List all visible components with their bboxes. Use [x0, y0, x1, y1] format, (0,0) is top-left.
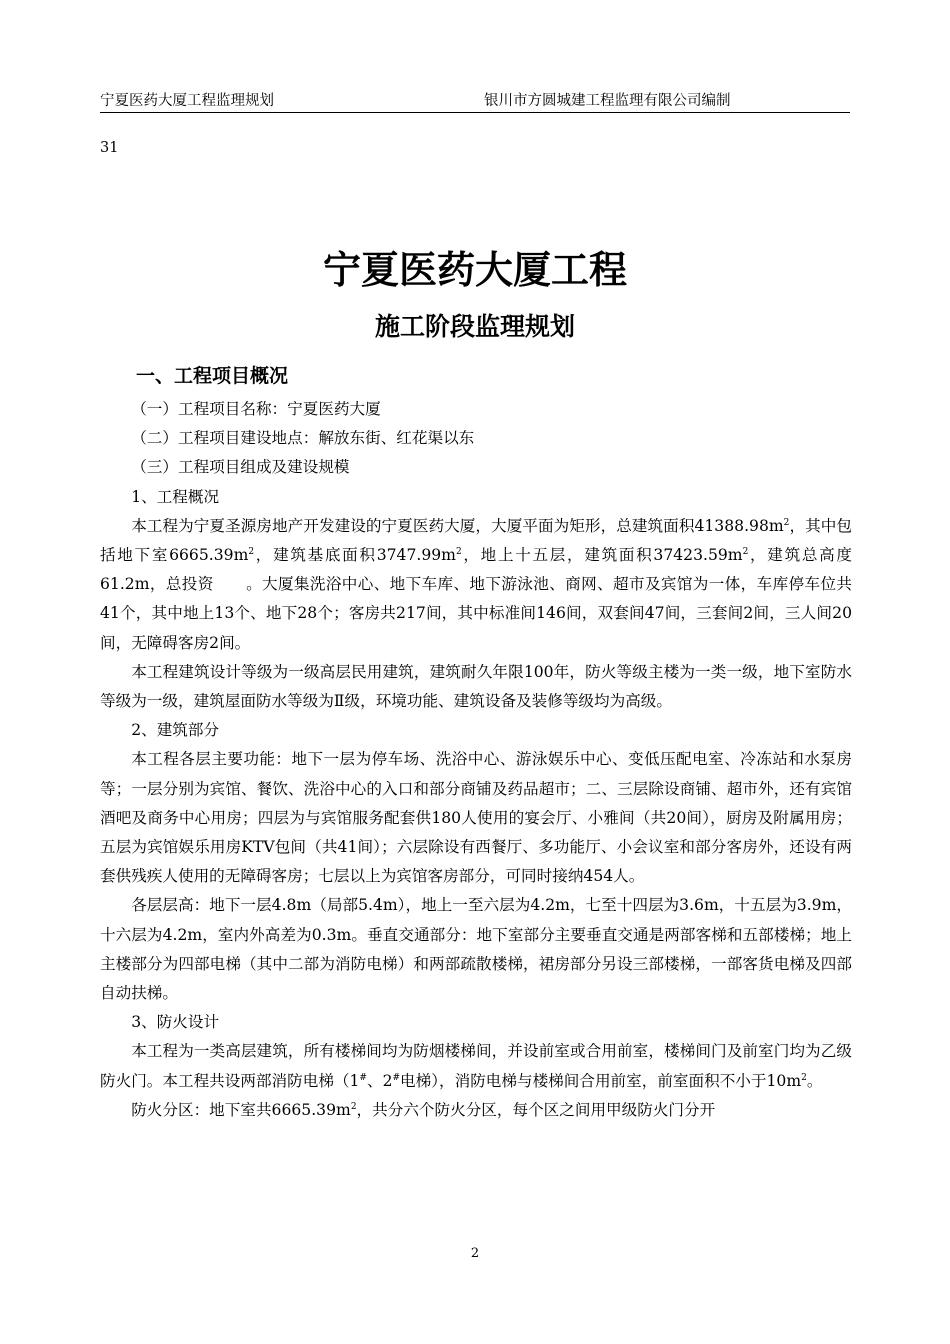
paragraph-overview: 本工程为宁夏圣源房地产开发建设的宁夏医药大厦，大厦平面为矩形，总建筑面积$41388.98m^2$，其中包括地下室$6665.39m^2$，建筑基底面积$3747.99m^2$，地上十五层，建筑面积$37423.59m^2$，建筑总高度61.2m，总投资 。大厦集洗浴中心、地下车库、地下游泳池、商网、超市及宾馆为一体，车库停车位共41个，其中地上13个、地下28个；客房共217间，其中标准间146间，双套间47间，三套间2间，三人间20间，无障碍客房2间。	[100, 516, 852, 652]
paragraph-design-grade: 本工程建筑设计等级为一级高层民用建筑，建筑耐久年限100年，防火等级主楼为一类一级，地下室防水等级为一级，建筑屋面防水等级为Ⅱ级，环境功能、建筑设备及装修等级均为高级。	[100, 662, 852, 711]
project-name-item: （一）工程项目名称：宁夏医药大厦	[131, 400, 381, 418]
project-scale-item: （三）工程项目组成及建设规模	[131, 458, 350, 477]
document-subtitle: 施工阶段监理规划	[374, 312, 575, 341]
document-title: 宁夏医药大厦工程	[322, 248, 627, 292]
header-document-title: 宁夏医药大厦工程监理规划	[100, 93, 274, 109]
paragraph-fire-stairs: 本工程为一类高层建筑，所有楼梯间均为防烟楼梯间，并设前室或合用前室，楼梯间门及前室门均为乙级防火门。本工程共设两部消防电梯（1#、2#电梯），消防电梯与楼梯间合用前室，前室面积不小于$10m^2$。	[100, 1042, 852, 1090]
page-reference-number: 31	[100, 140, 119, 156]
subsection-fire-design: 3、防火设计	[131, 1013, 220, 1032]
header-company: 银川市方圆城建工程监理有限公司编制	[484, 93, 731, 109]
document-body	[100, 395, 852, 1125]
subsection-architecture: 2、建筑部分	[131, 721, 220, 740]
page-number: 2	[470, 1246, 480, 1261]
project-location-item: （二）工程项目建设地点：解放东街、红花渠以东	[131, 429, 475, 448]
page-header	[100, 90, 850, 113]
paragraph-floor-heights: 各层层高：地下一层4.8m（局部5.4m），地上一至六层为4.2m，七至十四层为3.6m，十五层为3.9m，十六层为4.2m，室内外高差为0.3m。垂直交通部分：地下室部分主要垂直交通是两部客梯和五部楼梯；地上主楼部分为四部电梯（其中二部为消防电梯）和两部疏散楼梯，裙房部分另设三部楼梯，一部客货电梯及四部自动扶梯。	[100, 896, 852, 1003]
paragraph-floor-functions: 本工程各层主要功能：地下一层为停车场、洗浴中心、游泳娱乐中心、变低压配电室、冷冻站和水泵房等；一层分别为宾馆、餐饮、洗浴中心的入口和部分商铺及药品超市；二、三层除设商铺、超市外，还有宾馆酒吧及商务中心用房；四层为与宾馆服务配套供180人使用的宴会厅、小雅间（共20间），厨房及附属用房；五层为宾馆娱乐用房KTV包间（共41间）；六层除设有西餐厅、多功能厅、小会议室和部分客房外，还设有两套供残疾人使用的无障碍客房；七层以上为宾馆客房部分，可同时接纳454人。	[100, 750, 852, 886]
section-heading: 一、工程项目概况	[136, 365, 289, 387]
subsection-overview: 1、工程概况	[131, 487, 220, 506]
paragraph-fire-zones: 防火分区：地下室共$6665.39m^2$，共分六个防火分区，每个区之间用甲级防火门分开	[131, 1100, 716, 1119]
